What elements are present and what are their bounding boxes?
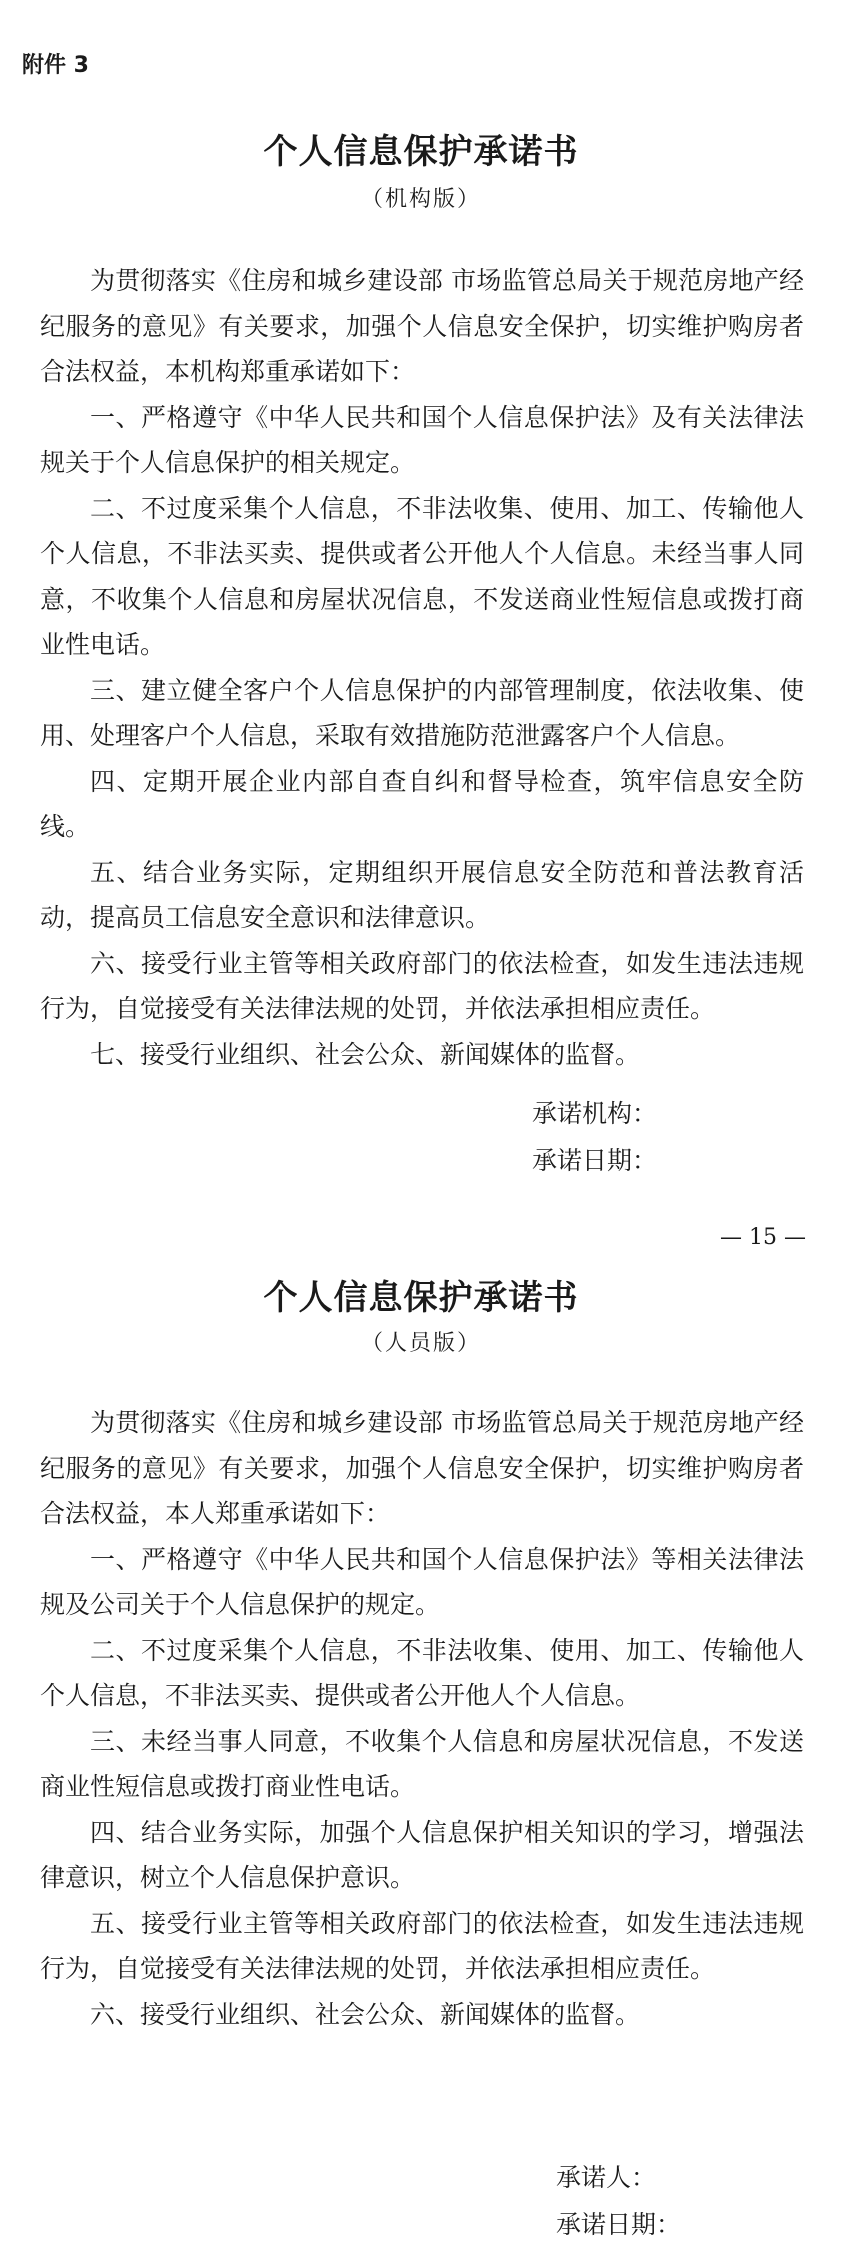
commitment-item-6: 六、接受行业主管等相关政府部门的依法检查，如发生违法违规行为，自觉接受有关法律法规的处罚，并依法承担相应责任。 xyxy=(40,948,804,1023)
commitment-item-1: 一、严格遵守《中华人民共和国个人信息保护法》等相关法律法规及公司关于个人信息保护的规定。 xyxy=(40,1544,804,1619)
personal-commitment-page xyxy=(0,1270,842,2268)
commitment-item-7: 七、接受行业组织、社会公众、新闻媒体的监督。 xyxy=(90,1039,641,1069)
attachment-label: 附件 3 xyxy=(22,53,89,78)
commitment-body xyxy=(40,1400,804,2037)
signature-date-label: 承诺日期： xyxy=(532,1146,658,1175)
commitment-body xyxy=(40,258,804,1077)
signature-date-label: 承诺日期： xyxy=(556,2210,682,2239)
commitment-item-5: 五、结合业务实际，定期组织开展信息安全防范和普法教育活动，提高员工信息安全意识和法律意识。 xyxy=(40,857,804,932)
commitment-item-2: 二、不过度采集个人信息，不非法收集、使用、加工、传输他人个人信息，不非法买卖、提供或者公开他人个人信息。未经当事人同意，不收集个人信息和房屋状况信息，不发送商业性短信息或拨打商业性电话。 xyxy=(40,493,804,659)
intro-paragraph: 为贯彻落实《住房和城乡建设部 市场监管总局关于规范房地产经纪服务的意见》有关要求，加强个人信息安全保护，切实维护购房者合法权益，本机构郑重承诺如下： xyxy=(40,266,804,386)
document-subtitle: （机构版） xyxy=(360,187,481,212)
document-title: 个人信息保护承诺书 xyxy=(263,132,579,172)
signature-org-label: 承诺机构： xyxy=(532,1099,658,1128)
commitment-item-1: 一、严格遵守《中华人民共和国个人信息保护法》及有关法律法规关于个人信息保护的相关规定。 xyxy=(40,402,804,477)
page-number: — 15 — xyxy=(720,1225,806,1250)
intro-paragraph: 为贯彻落实《住房和城乡建设部 市场监管总局关于规范房地产经纪服务的意见》有关要求，加强个人信息安全保护，切实维护购房者合法权益，本人郑重承诺如下： xyxy=(40,1408,804,1528)
signature-person-label: 承诺人： xyxy=(556,2163,657,2192)
commitment-item-5: 五、接受行业主管等相关政府部门的依法检查，如发生违法违规行为，自觉接受有关法律法规的处罚，并依法承担相应责任。 xyxy=(40,1908,804,1983)
commitment-item-3: 三、建立健全客户个人信息保护的内部管理制度，依法收集、使用、处理客户个人信息，采取有效措施防范泄露客户个人信息。 xyxy=(40,675,804,750)
commitment-item-4: 四、定期开展企业内部自查自纠和督导检查，筑牢信息安全防线。 xyxy=(40,766,804,841)
document-subtitle: （人员版） xyxy=(360,1331,481,1356)
commitment-item-2: 二、不过度采集个人信息，不非法收集、使用、加工、传输他人个人信息，不非法买卖、提供或者公开他人个人信息。 xyxy=(40,1635,804,1710)
document-title: 个人信息保护承诺书 xyxy=(263,1278,579,1318)
signature-block xyxy=(532,1090,657,1184)
signature-block xyxy=(556,2154,681,2248)
commitment-item-6: 六、接受行业组织、社会公众、新闻媒体的监督。 xyxy=(90,1999,641,2029)
commitment-item-3: 三、未经当事人同意，不收集个人信息和房屋状况信息，不发送商业性短信息或拨打商业性电话。 xyxy=(40,1726,804,1801)
commitment-item-4: 四、结合业务实际，加强个人信息保护相关知识的学习，增强法律意识，树立个人信息保护意识。 xyxy=(40,1817,804,1892)
